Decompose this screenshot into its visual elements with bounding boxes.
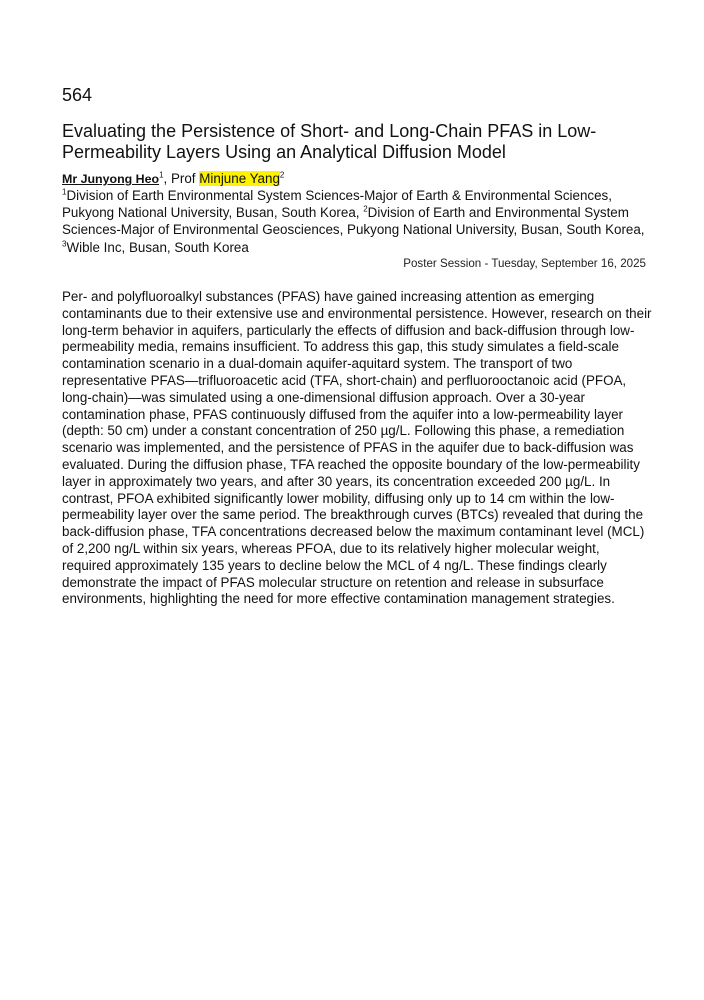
affiliation-3-mark: 3 — [62, 239, 67, 249]
author-separator: , Prof — [163, 171, 200, 186]
second-author-affiliation-mark: 2 — [279, 170, 285, 180]
abstract-body: Per- and polyfluoroalkyl substances (PFAS) have gained increasing attention as emerging contaminants due to their extensive use and environmental persistence. However, research on their long-term behavior in aquifers, particularly the effects of diffusion and back-diffusion through low-permeability media, remains insufficient. To address this gap, this study simulates a field-scale contamination scenario in a dual-domain aquifer-aquitard system. The transport of two representative PFAS—trifluoroacetic acid (TFA, short-chain) and perfluorooctanoic acid (PFOA, long-chain)—was simulated using a one-dimensional diffusion approach. Over a 30-year contamination phase, PFAS continuously diffused from the aquifer into a low-permeability layer (depth: 50 cm) under a constant concentration of 250 µg/L. Following this phase, a remediation scenario was implemented, and the persistence of PFAS in the aquifer due to back-diffusion was evaluated. During the diffusion phase, TFA reached the opposite boundary of the low-permeability layer in approximately two years, and after 30 years, its concentration exceeded 200 µg/L. In contrast, PFOA exhibited significantly lower mobility, diffusing only up to 14 cm within the low-permeability layer over the same period. The breakthrough curves (BTCs) revealed that during the back-diffusion phase, TFA concentrations decreased below the maximum contaminant level (MCL) of 2,200 ng/L within six years, whereas PFOA, due to its relatively higher molecular weight, required approximately 135 years to decline below the MCL of 4 ng/L. These findings clearly demonstrate the impact of PFAS molecular structure on retention and release in subsurface environments, highlighting the need for more effective contamination management strategies. — [62, 289, 652, 607]
affiliation-3: Wible Inc, Busan, South Korea — [66, 239, 249, 255]
presenting-author: Mr Junyong Heo — [62, 172, 160, 186]
affiliation-1-mark: 1 — [62, 187, 67, 197]
abstract-number: 564 — [62, 85, 93, 105]
affiliations — [62, 187, 652, 256]
affiliation-2: Division of Earth and Environmental System Sciences-Major of Environmental Geosciences, Pukyong National University, Busan, South Korea, — [62, 205, 645, 238]
affiliation-2-mark: 2 — [363, 204, 368, 214]
author-list — [62, 170, 284, 188]
abstract-title: Evaluating the Persistence of Short- and Long-Chain PFAS in Low-Permeability Layers Using an Analytical Diffusion Model — [62, 121, 597, 162]
presenting-author-affiliation-mark: 1 — [159, 170, 164, 180]
affiliation-1: Division of Earth Environmental System Sciences-Major of Earth & Environmental Sciences, Pukyong National University, Busan, South Korea, — [62, 188, 612, 221]
second-author: Minjune Yang — [199, 171, 280, 186]
session-info: Poster Session - Tuesday, September 16, 2025 — [403, 257, 646, 270]
